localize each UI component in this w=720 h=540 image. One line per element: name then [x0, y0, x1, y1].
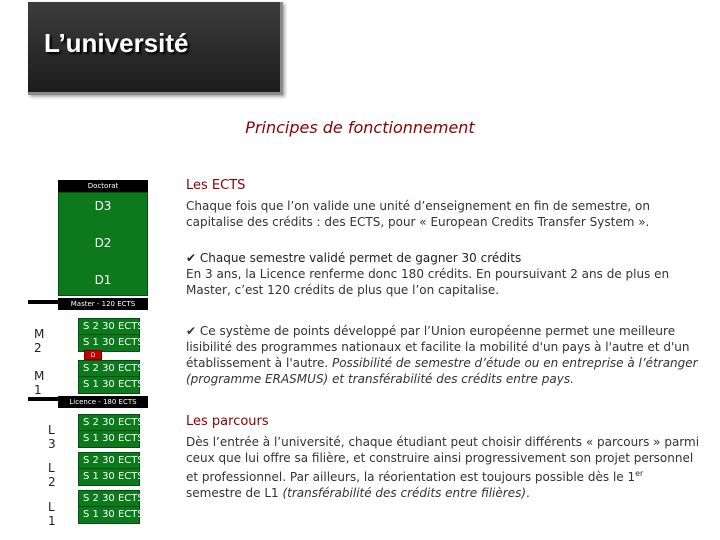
level-m1: M 1 — [34, 369, 45, 397]
doctorat-year-d2: D2 — [94, 236, 112, 250]
semester-l1-s2: S 2 30 ECTS — [78, 490, 140, 508]
semester-l3-s1: S 1 30 ECTS — [78, 430, 140, 448]
parcours-paragraph — [186, 434, 702, 501]
semester-l1-s1: S 1 30 ECTS — [78, 506, 140, 524]
ects-paragraph-2-bullet: ✔ Chaque semestre validé permet de gagner 30 crédits — [186, 251, 522, 265]
d-badge: D — [84, 350, 102, 360]
semester-m2-s2: S 2 30 ECTS — [78, 318, 140, 336]
ects-paragraph-3-italic: Possibilité de semestre d’étude ou en entreprise à l’étranger (programme ERASMUS) et transférabilité des crédits entre pays. — [186, 356, 698, 386]
parcours-body: Dès l’entrée à l’université, chaque étudiant peut choisir différents « parcours » parmi ceux que lui offre sa filière, et construire ainsi progressivement son projet personnel et professionnel. Par ailleurs, la réorientation est toujours possible dès le 1 — [186, 435, 700, 484]
ects-paragraph-2-body: En 3 ans, la Licence renferme donc 180 crédits. En poursuivant 2 ans de plus en Master, c’est 120 crédits de plus que l’on capitalise. — [186, 267, 670, 297]
semester-m1-s2: S 2 30 ECTS — [78, 360, 140, 378]
page-subtitle: Principes de fonctionnement — [245, 118, 475, 137]
page-title: L’université — [44, 28, 189, 58]
level-l1: L 1 — [48, 500, 56, 528]
level-m2: M 2 — [34, 327, 45, 355]
parcours-end: . — [526, 486, 530, 500]
semester-m1-s1: S 1 30 ECTS — [78, 376, 140, 394]
ects-paragraph-3-body: ✔ Ce système de points développé par l’Union européenne permet une meilleure lisibilité des programmes nationaux et facilite la mobilité d'un pays à l'autre et d'un établissement à l'autre. — [186, 324, 690, 370]
ects-paragraph-3 — [186, 323, 702, 387]
master-label: Master - 120 ECTS — [58, 298, 148, 310]
ects-heading: Les ECTS — [186, 178, 246, 193]
master-separator-left — [28, 300, 58, 304]
parcours-italic: (transférabilité des crédits entre filières) — [282, 486, 527, 500]
doctorat-year-d1: D1 — [94, 273, 112, 287]
parcours-heading: Les parcours — [186, 414, 269, 429]
semester-l2-s1: S 1 30 ECTS — [78, 468, 140, 486]
licence-label: Licence - 180 ECTS — [58, 396, 148, 408]
parcours-body-cont: semestre de L1 — [186, 486, 283, 500]
ects-paragraph-1: Chaque fois que l’on valide une unité d’enseignement en fin de semestre, on capitalise des crédits : des ECTS, pour « European Credits Transfer System ». — [186, 199, 650, 229]
level-l3: L 3 — [48, 423, 56, 451]
semester-l2-s2: S 2 30 ECTS — [78, 452, 140, 470]
level-l2: L 2 — [48, 461, 56, 489]
semester-l3-s2: S 2 30 ECTS — [78, 414, 140, 432]
ects-paragraph-2 — [186, 250, 702, 298]
semester-m2-s1: S 1 30 ECTS — [78, 334, 140, 352]
licence-separator-left — [28, 397, 58, 401]
doctorat-label: Doctorat — [58, 180, 148, 192]
parcours-superscript: er — [635, 469, 644, 478]
doctorat-year-d3: D3 — [94, 199, 112, 213]
